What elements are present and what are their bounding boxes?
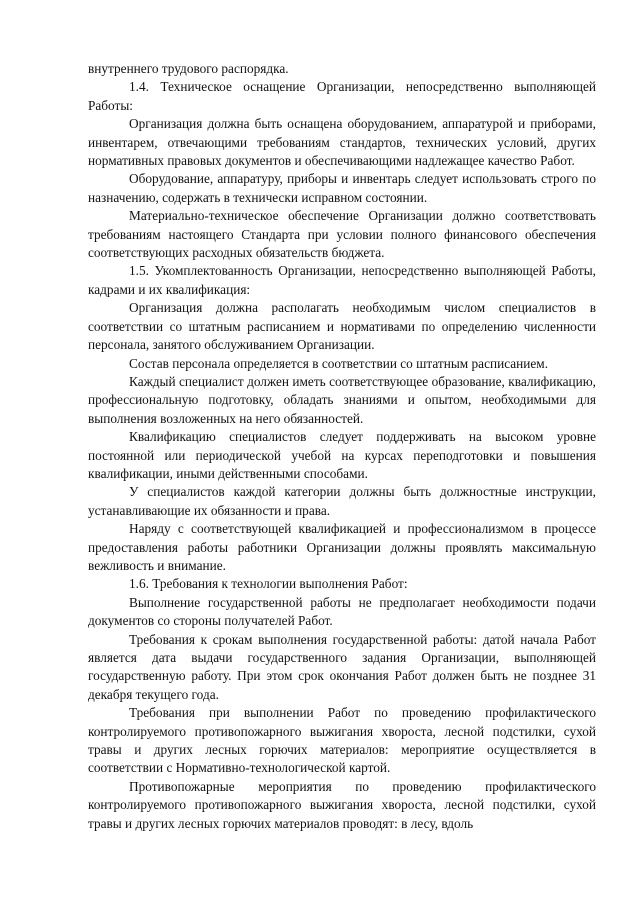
paragraph: Оборудование, аппаратуру, приборы и инвентарь следует использовать строго по назначению, содержать в технически исправном состоянии.	[88, 171, 596, 205]
paragraph: Требования при выполнении Работ по проведению профилактического контролируемого противопожарного выжигания хвороста, лесной подстилки, сухой травы и других лесных горючих материалов: мероприятие осуществляется в соответствии с Нормативно-технологической картой.	[88, 705, 596, 776]
paragraph: Выполнение государственной работы не предполагает необходимости подачи документов со стороны получателей Работ.	[88, 594, 596, 629]
paragraph: У специалистов каждой категории должны быть должностные инструкции, устанавливающие их обязанности и права.	[88, 484, 596, 518]
section-heading: 1.5. Укомплектованность Организации, непосредственно выполняющей Работы, кадрами и их квалификация:	[88, 263, 596, 297]
paragraph: Каждый специалист должен иметь соответствующее образование, квалификацию, профессиональную подготовку, обладать знаниями и опытом, необходимыми для выполнения возложенных на него обязанностей.	[88, 373, 596, 426]
paragraph: Противопожарные мероприятия по проведению профилактического контролируемого противопожарного выжигания хвороста, лесной подстилки, сухой травы и других лесных горючих материалов проводят: в лесу, вдоль	[88, 778, 596, 831]
paragraph: Организация должна располагать необходимым числом специалистов в соответствии со штатным расписанием и нормативами по определению численности персонала, занятого обслуживанием Организации.	[88, 300, 596, 353]
paragraph: Организация должна быть оснащена оборудованием, аппаратурой и приборами, инвентарем, отвечающими требованиям стандартов, технических условий, других нормативных правовых документов и обеспечивающими надлежащее качество Работ.	[88, 116, 596, 169]
document-body	[88, 60, 596, 833]
paragraph: внутреннего трудового распорядка.	[88, 61, 289, 76]
section-heading: 1.4. Техническое оснащение Организации, непосредственно выполняющей Работы:	[88, 79, 596, 113]
paragraph: Наряду с соответствующей квалификацией и профессионализмом в процессе предоставления работы работники Организации должны проявлять максимальную вежливость и внимание.	[88, 521, 596, 573]
paragraph: Квалификацию специалистов следует поддерживать на высоком уровне постоянной или периодической учебой на курсах переподготовки и повышения квалификации, иными действенными способами.	[88, 429, 596, 481]
paragraph: Состав персонала определяется в соответствии со штатным расписанием.	[129, 355, 549, 371]
paragraph: Требования к срокам выполнения государственной работы: датой начала Работ является дата выдачи государственного задания Организации, выполняющей государственную работу. При этом срок окончания Работ должен быть не позднее 31 декабря текущего года.	[88, 631, 596, 702]
paragraph: Материально-техническое обеспечение Организации должно соответствовать требованиям настоящего Стандарта при условии полного финансового обеспечения соответствующих расходных обязательств бюджета.	[88, 208, 596, 261]
section-heading: 1.6. Требования к технологии выполнения Работ:	[129, 576, 408, 592]
